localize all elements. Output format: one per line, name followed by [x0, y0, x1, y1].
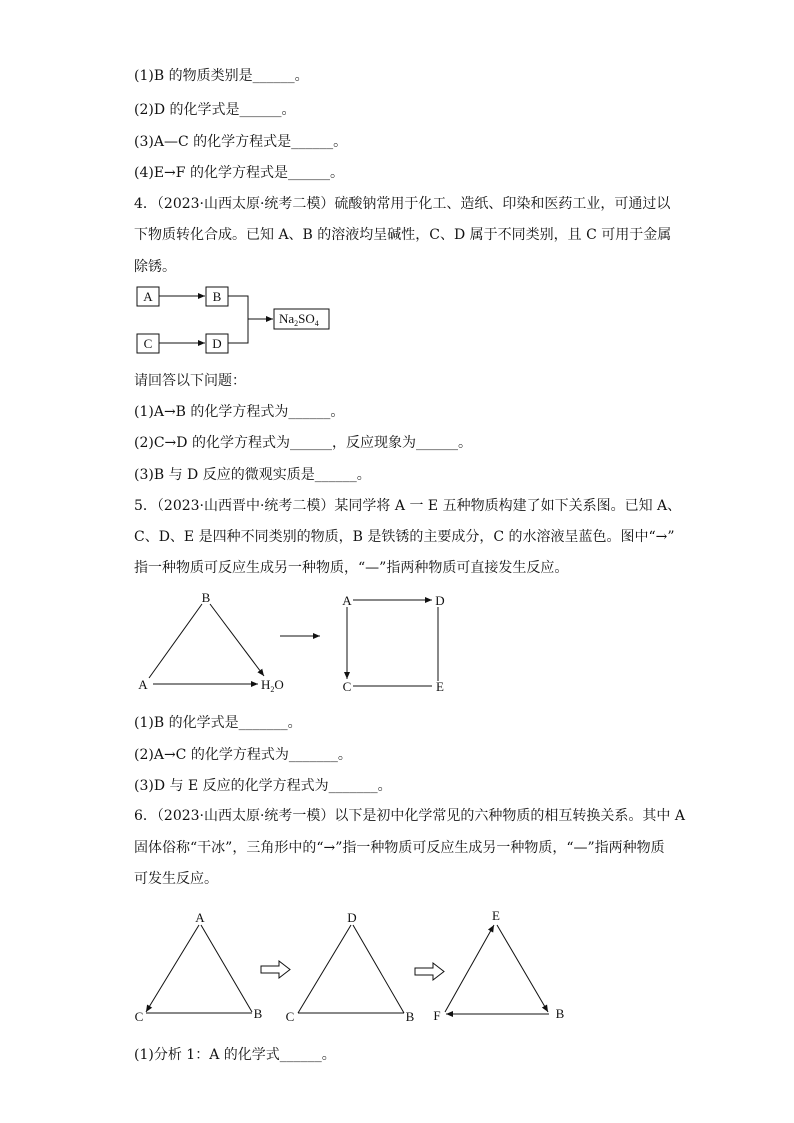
q6-part-1: (1)分析 1：A 的化学式______。 — [134, 1047, 336, 1063]
q5-label-b: B — [201, 590, 211, 605]
q6-t1-line-a-b — [201, 925, 252, 1012]
q5-label-a: A — [138, 677, 148, 692]
q6-stem-line-2: 固体俗称“干冰”，三角形中的“→”指一种物质可反应生成另一种物质，“—”指两种物质 — [134, 840, 665, 856]
q6-stem-line-1: 6．（2023·山西太原·统考一模）以下是初中化学常见的六种物质的相互转换关系。其中 A — [134, 808, 685, 824]
q4-bracket — [228, 296, 248, 343]
q6-t2-label-c: C — [285, 1009, 295, 1024]
q5-arrow-b-h2o — [210, 604, 264, 676]
q5-part-2: (2)A→C 的化学方程式为_______。 — [134, 747, 352, 763]
q5-line-b-a — [149, 604, 202, 678]
q6-t3-label-e: E — [492, 908, 500, 923]
q6-t1-label-c: C — [134, 1009, 144, 1024]
q4-label-c: C — [143, 336, 153, 351]
q6-t2-label-d: D — [347, 910, 357, 925]
q4-part-2: (2)C→D 的化学方程式为______，反应现象为______。 — [134, 435, 472, 451]
q5-sq-label-d: D — [435, 593, 445, 608]
q3-part-1: (1)B 的物质类别是______。 — [134, 68, 309, 84]
q6-hollow-arrow-2 — [415, 963, 444, 980]
q3-part-2: (2)D 的化学式是______。 — [134, 102, 296, 118]
q6-t3-arrow-f-e — [445, 925, 494, 1012]
q5-stem-line-3: 指一种物质可反应生成另一种物质，“—”指两种物质可直接发生反应。 — [134, 560, 569, 576]
q6-t3-label-f: F — [433, 1008, 441, 1023]
q4-prompt: 请回答以下问题： — [134, 373, 246, 389]
q4-label-b: B — [212, 289, 222, 304]
q6-t2-label-b: B — [405, 1009, 415, 1024]
q5-stem-line-2: C、D、E 是四种不同类别的物质，B 是铁锈的主要成分，C 的水溶液呈蓝色。图中“→” — [134, 529, 675, 545]
q5-part-1: (1)B 的化学式是_______。 — [134, 715, 302, 731]
q6-hollow-arrow-1 — [261, 961, 290, 978]
q4-stem-line-1: 4．（2023·山西太原·统考二模）硫酸钠常用于化工、造纸、印染和医药工业，可通过以 — [134, 196, 671, 212]
q6-t2-line-d-b — [353, 925, 404, 1013]
q4-conversion-diagram — [137, 287, 329, 353]
q3-part-4: (4)E→F 的化学方程式是______。 — [134, 165, 344, 181]
q5-part-3: (3)D 与 E 反应的化学方程式为_______。 — [134, 778, 392, 794]
q3-part-3: (3)A—C 的化学方程式是______。 — [134, 134, 348, 150]
q6-t1-label-a: A — [195, 910, 205, 925]
q5-label-h2o: $H_2O$ — [261, 677, 284, 694]
q6-stem-line-3: 可发生反应。 — [134, 871, 218, 887]
q4-part-3: (3)B 与 D 反应的微观实质是______。 — [134, 467, 371, 483]
q4-label-a: A — [143, 289, 153, 304]
q4-stem-line-2: 下物质转化合成。已知 A、B 的溶液均呈碱性，C、D 属于不同类别，且 C 可用于金属 — [134, 227, 672, 243]
q5-sq-label-c: C — [342, 679, 352, 694]
q6-t1-arrow-a-c — [146, 925, 199, 1012]
q5-sq-label-a: A — [342, 593, 352, 608]
q6-triangle-diagrams — [135, 908, 565, 1024]
q6-t1-label-b: B — [253, 1006, 263, 1021]
q5-sq-label-e: E — [436, 679, 444, 694]
q5-relation-diagram — [138, 590, 444, 694]
q4-label-d: D — [212, 336, 222, 351]
q6-t3-label-b: B — [555, 1006, 565, 1021]
q4-stem-line-3: 除锈。 — [134, 259, 176, 275]
q6-t3-arrow-e-b — [497, 925, 548, 1012]
q5-stem-line-1: 5．（2023·山西晋中·统考二模）某同学将 A 一 E 五种物质构建了如下关系图。已知 A、 — [134, 498, 682, 514]
q6-t2-line-d-c — [298, 925, 351, 1013]
q4-product-formula: $Na_2SO_4$ — [279, 311, 319, 328]
q4-part-1: (1)A→B 的化学方程式为______。 — [134, 404, 345, 420]
